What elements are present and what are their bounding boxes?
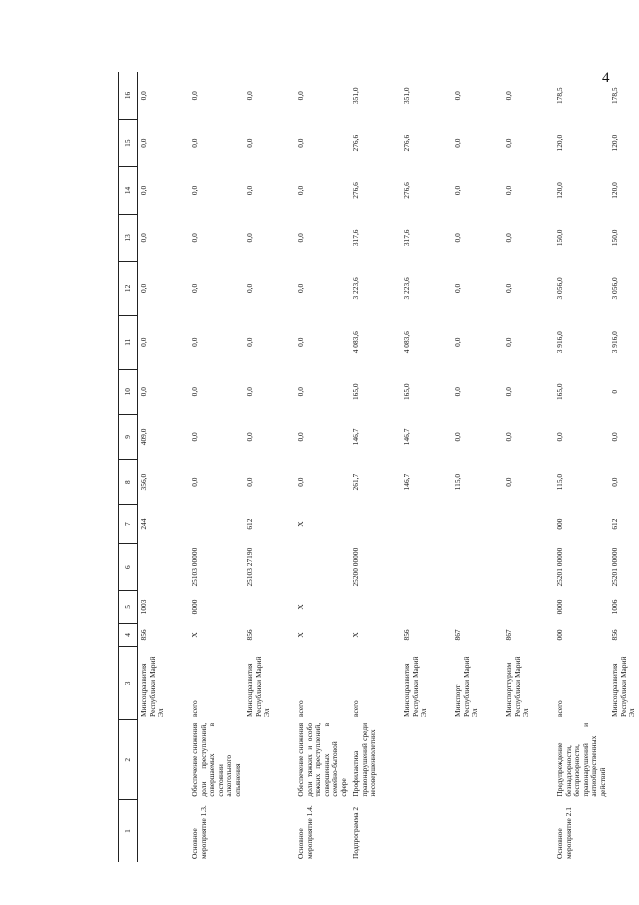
table-cell [401, 720, 452, 800]
page-number: 4 [602, 70, 610, 86]
table-cell: Минсоцразвития Республики Марий Эл [402, 656, 429, 717]
budget-table [118, 72, 639, 862]
table-cell: 3 916,0 [555, 331, 565, 354]
table-cell [609, 720, 639, 800]
table-cell: Обеспечение снижения доли преступлений, совершаемых в состоянии алкогольного опьянения [190, 722, 242, 797]
table-cell: 0,0 [190, 138, 199, 148]
table-cell: 261,7 [351, 473, 361, 491]
table-row [350, 72, 401, 862]
table-cell: 276,6 [351, 134, 361, 152]
table-cell: 0,0 [453, 387, 463, 397]
table-cell [452, 800, 503, 862]
table-cell [295, 543, 350, 590]
table-cell: Минсоцразвития Республики Марий Эл [610, 656, 637, 717]
table-cell [401, 591, 452, 623]
table-cell: 0,0 [245, 91, 255, 101]
column-header: 13 [119, 214, 138, 261]
table-cell: 276,6 [402, 182, 412, 199]
table-cell [503, 800, 554, 862]
table-cell: 0,0 [190, 185, 199, 196]
table-cell: Минспорт Республики Марий Эл [453, 656, 480, 717]
table-cell: 856 [245, 629, 255, 641]
table-cell: 0,0 [296, 185, 306, 196]
table-cell: 1003 [139, 599, 148, 615]
column-header: 7 [119, 505, 138, 544]
table-cell: 115,0 [555, 473, 565, 491]
table-cell: всего [296, 700, 306, 717]
rotated-table-container [118, 72, 637, 862]
table-cell: 0,0 [139, 185, 148, 196]
table-cell: 120,0 [610, 182, 620, 199]
table-cell: 3 056,0 [555, 277, 565, 300]
table-cell: 867 [504, 629, 514, 641]
table-cell: 165,0 [402, 383, 412, 401]
table-cell: 4 083,6 [351, 331, 361, 354]
table-cell: 0,0 [296, 477, 306, 487]
table-row [503, 72, 554, 862]
table-cell: Х [296, 521, 306, 527]
column-header: 1 [119, 800, 138, 862]
table-cell: 409,0 [139, 428, 148, 446]
table-cell [244, 591, 295, 623]
table-cell [401, 543, 452, 590]
table-cell: 0,0 [245, 138, 255, 148]
table-row [138, 72, 190, 862]
table-cell: Обеспечение снижения доли тяжких и особо тяжких преступлений, совершенных в семейно-бытовой сфере [296, 722, 348, 797]
table-cell: 0,0 [504, 185, 514, 196]
table-cell: 0000 [190, 599, 199, 615]
column-header: 3 [119, 647, 138, 720]
table-cell: 0,0 [139, 138, 148, 148]
table-cell: 115,0 [453, 473, 463, 491]
table-cell: 150,0 [610, 229, 620, 247]
table-cell: 000 [555, 629, 565, 641]
table-cell: 0,0 [190, 477, 199, 487]
column-header: 11 [119, 315, 138, 369]
table-cell: 0,0 [139, 387, 148, 397]
table-cell: 612 [245, 518, 255, 530]
table-row [452, 72, 503, 862]
table-cell [189, 505, 244, 544]
table-row [244, 72, 295, 862]
column-header: 2 [119, 720, 138, 800]
column-header: 12 [119, 261, 138, 315]
table-cell: Х [190, 632, 199, 638]
header-row [119, 72, 138, 862]
table-cell: 0,0 [504, 91, 514, 101]
table-cell [401, 800, 452, 862]
table-cell: 0,0 [296, 337, 306, 347]
table-cell: 0,0 [139, 283, 148, 294]
table-cell: Основное мероприятие 1.3. [190, 805, 208, 859]
table-cell: 0 [610, 389, 620, 394]
table-cell: Х [296, 632, 306, 638]
table-cell: 0,0 [296, 91, 306, 101]
column-header: 9 [119, 414, 138, 459]
table-cell: Х [296, 604, 306, 610]
table-cell: Минсоцразвития Республики Марий Эл [245, 656, 272, 717]
table-cell: 4 083,6 [402, 331, 412, 354]
table-cell: 0,0 [190, 337, 199, 347]
table-cell: 178,5 [555, 87, 565, 105]
table-cell [503, 720, 554, 800]
column-header: 14 [119, 167, 138, 214]
table-cell: 856 [139, 629, 148, 641]
table-cell: Основное мероприятие 2.1 [555, 807, 573, 859]
table-cell: 867 [453, 629, 463, 641]
table-cell [138, 800, 190, 862]
table-cell [244, 720, 295, 800]
table-cell: 356,0 [139, 473, 148, 491]
table-cell [452, 591, 503, 623]
table-cell: 856 [402, 629, 412, 641]
table-row [401, 72, 452, 862]
table-cell: 25201 00000 [610, 547, 620, 587]
table-cell: 0,0 [190, 91, 199, 101]
table-cell: 0,0 [610, 432, 620, 442]
column-header: 10 [119, 369, 138, 414]
column-header: 16 [119, 72, 138, 119]
table-cell: 856 [610, 629, 620, 641]
table-cell: 3 056,0 [610, 277, 620, 300]
table-cell: 25103 27190 [245, 547, 255, 587]
table-cell: 0,0 [296, 432, 306, 442]
table-cell: Предупреждение безнадзорности, беспризорности, правонарушений и антиобщественных действий [555, 722, 607, 797]
table-cell: 1006 [610, 599, 620, 615]
table-cell: 0,0 [504, 387, 514, 397]
table-cell: 244 [139, 518, 148, 530]
table-cell: 0,0 [453, 233, 463, 243]
table-cell: 120,0 [555, 182, 565, 199]
table-cell [503, 505, 554, 544]
table-cell: 0,0 [453, 432, 463, 442]
table-cell: 612 [610, 518, 620, 530]
table-cell: 317,6 [402, 229, 412, 247]
table-cell: 3 916,0 [610, 331, 620, 354]
table-cell: 25103 00000 [190, 547, 199, 587]
table-cell: 150,0 [555, 229, 565, 247]
table-cell: всего [351, 700, 361, 717]
table-cell: 0,0 [453, 337, 463, 347]
table-cell: 0,0 [190, 283, 199, 294]
table-cell: 0,0 [245, 233, 255, 243]
table-cell: 0000 [555, 599, 565, 615]
table-cell: 351,0 [351, 87, 361, 105]
table-cell: 0,0 [296, 387, 306, 397]
table-cell: 0,0 [245, 337, 255, 347]
column-header: 6 [119, 543, 138, 590]
table-cell: 120,0 [610, 134, 620, 152]
table-row [189, 72, 244, 862]
table-cell: 25201 00000 [555, 547, 565, 587]
table-cell: 120,0 [555, 134, 565, 152]
table-cell: 146,7 [402, 428, 412, 446]
table-cell: 146,7 [351, 428, 361, 446]
table-cell: Минспорттуризм Республики Марий Эл [504, 656, 531, 717]
table-cell: Х [351, 632, 361, 638]
table-cell: 0,0 [453, 91, 463, 101]
table-cell: 3 223,6 [351, 277, 361, 300]
table-cell [138, 543, 190, 590]
table-cell: 276,6 [402, 134, 412, 152]
table-cell: 0,0 [245, 387, 255, 397]
table-cell: 0,0 [453, 138, 463, 148]
table-cell [503, 543, 554, 590]
table-cell [452, 505, 503, 544]
column-header: 8 [119, 460, 138, 505]
table-cell: 146,7 [402, 473, 412, 491]
table-cell: 165,0 [555, 383, 565, 401]
column-header: 5 [119, 591, 138, 623]
table-cell: 351,0 [402, 87, 412, 105]
table-cell [350, 591, 401, 623]
table-cell: 0,0 [139, 337, 148, 347]
table-cell: 0,0 [296, 283, 306, 294]
table-cell [609, 800, 639, 862]
table-cell: всего [555, 700, 565, 717]
table-cell: всего [190, 700, 199, 717]
table-cell: 0,0 [504, 138, 514, 148]
table-cell [138, 720, 190, 800]
table-cell: 0,0 [190, 387, 199, 397]
table-cell: 0,0 [190, 233, 199, 243]
table-cell: Минсоцразвития Республики Марий Эл [139, 656, 166, 717]
table-cell: 165,0 [351, 383, 361, 401]
table-cell [503, 591, 554, 623]
table-cell: Профилактика правонарушений среди несовершеннолетних [351, 722, 378, 797]
table-cell: Основное мероприятие 1.4. [296, 805, 314, 859]
table-cell: 3 223,6 [402, 277, 412, 300]
column-header: 15 [119, 119, 138, 166]
table-cell: 0,0 [296, 138, 306, 148]
table-cell: 0,0 [610, 477, 620, 487]
table-cell: 0,0 [245, 432, 255, 442]
table-cell: 0,0 [139, 233, 148, 243]
table-cell: Подпрограмма 2 [351, 806, 361, 859]
table-cell: 0,0 [139, 91, 148, 101]
table-cell: 0,0 [504, 477, 514, 487]
table-row [554, 72, 609, 862]
table-cell [350, 505, 401, 544]
table-cell: 0,0 [190, 432, 199, 442]
table-cell: 0,0 [453, 283, 463, 294]
table-cell [401, 505, 452, 544]
table-cell: 25200 00000 [351, 547, 361, 587]
table-cell: 0,0 [504, 432, 514, 442]
table-cell: 0,0 [504, 337, 514, 347]
table-cell: 000 [555, 518, 565, 530]
table-cell: 0,0 [555, 432, 565, 442]
table-cell [244, 800, 295, 862]
table-row [295, 72, 350, 862]
table-cell: 0,0 [245, 477, 255, 487]
table-cell: 0,0 [453, 185, 463, 196]
column-header: 4 [119, 623, 138, 647]
table-cell: 0,0 [504, 233, 514, 243]
table-cell: 317,6 [351, 229, 361, 247]
table-cell [452, 720, 503, 800]
table-cell: 178,5 [610, 87, 620, 105]
table-cell [452, 543, 503, 590]
table-cell: 276,6 [351, 182, 361, 199]
table-cell: 0,0 [504, 283, 514, 294]
table-cell: 0,0 [245, 283, 255, 294]
table-cell: 0,0 [296, 233, 306, 243]
table-row [609, 72, 639, 862]
table-cell: 0,0 [245, 185, 255, 196]
